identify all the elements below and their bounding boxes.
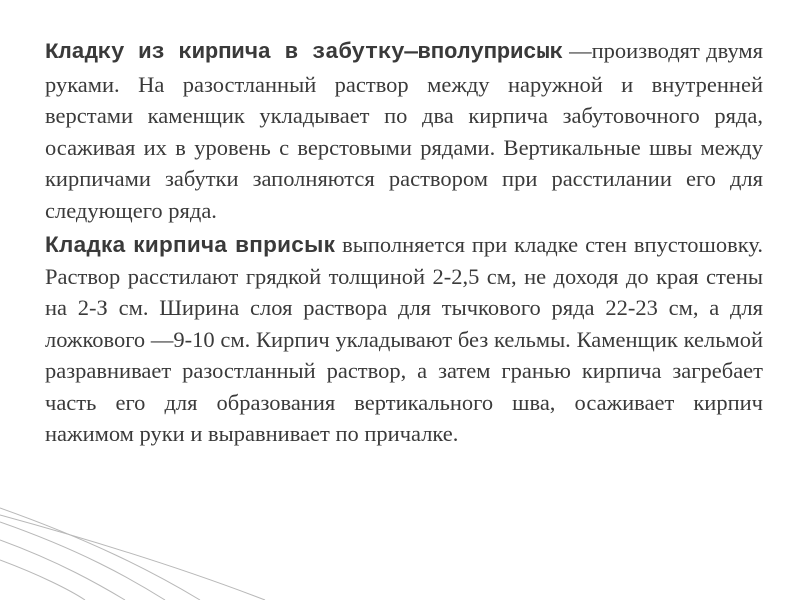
decor-curve-4: [0, 560, 85, 600]
paragraph-1: [45, 35, 763, 226]
text-content: [45, 35, 763, 450]
decor-curve-2: [0, 522, 165, 600]
decor-curve-3: [0, 540, 125, 600]
paragraph-2-text: выполняется при кладке стен впустошовку. Раствор расстилают грядкой толщиной 2-2,5 см, не доходя до края стены на 2-З см. Ширина слоя раствора для тычкового ряда 22-23 см, а для ложкового —9-10 см. Кирпич укладывают без кельмы. Каменщик кельмой разравнивает разостланный раствор, а затем гранью кирпича загребает часть его для образования вертикального шва, осаживает кирпич нажимом руки и выравнивает по причалке.: [45, 232, 763, 446]
decor-curve-1: [0, 508, 200, 600]
decor-curve-5: [0, 515, 265, 600]
paragraph-2: [45, 229, 763, 450]
paragraph-2-lead: Кладка кирпича вприсык: [45, 232, 336, 257]
paragraph-1-lead: Кладку из кирпича в забутку—вполуприсык: [45, 39, 563, 65]
paragraph-1-text: —производят двумя руками. На разостланный раствор между наружной и внутренней верстами каменщик укладывает по два кирпича забутовочного ряда, осаживая их в уровень с верстовыми рядами. Вертикальные швы между кирпичами забутки заполняются раствором при расстилании его для следующего ряда.: [45, 38, 764, 223]
